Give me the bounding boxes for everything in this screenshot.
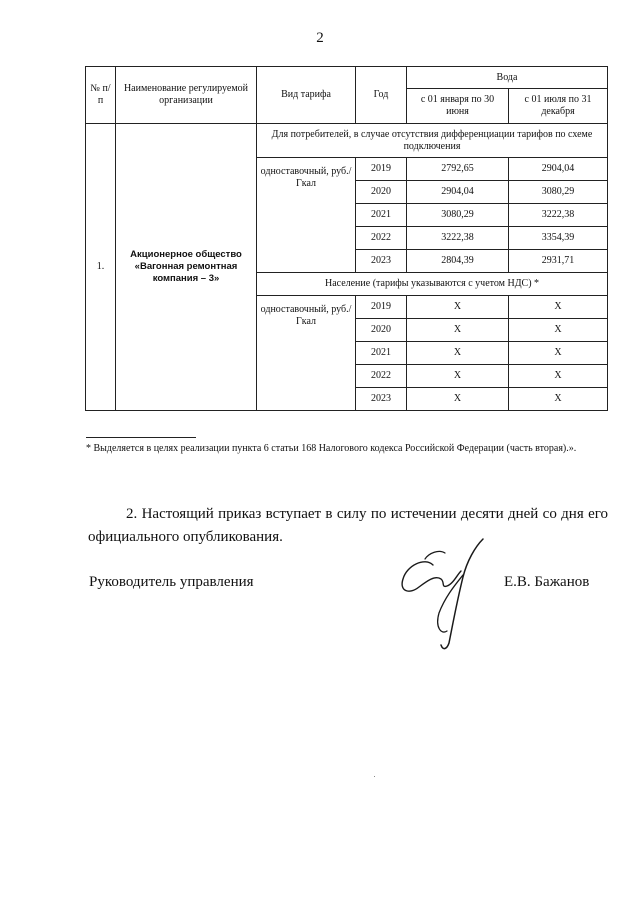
value-cell: Х [509,342,608,365]
value-cell: Х [407,365,509,388]
value-cell: 2792,65 [407,158,509,181]
value-cell: Х [509,296,608,319]
year-cell: 2022 [356,365,407,388]
value-cell: Х [509,388,608,411]
value-cell: 2931,71 [509,250,608,273]
value-cell: 2904,04 [407,181,509,204]
header-water: Вода [407,67,608,89]
header-year: Год [356,67,407,124]
value-cell: 2904,04 [509,158,608,181]
value-cell: 3222,38 [509,204,608,227]
year-cell: 2023 [356,388,407,411]
year-cell: 2020 [356,181,407,204]
tariff-table [85,66,608,411]
header-tariff-type: Вид тарифа [257,67,356,124]
year-cell: 2023 [356,250,407,273]
scan-dot [374,776,375,777]
section-title: Население (тарифы указываются с учетом НДС) * [257,273,608,296]
section-title: Для потребителей, в случае отсутствия дифференциации тарифов по схеме подключения [257,124,608,158]
value-cell: 3222,38 [407,227,509,250]
signer-name: Е.В. Бажанов [504,574,590,590]
header-num: № п/п [86,67,116,124]
value-cell: 3354,39 [509,227,608,250]
year-cell: 2020 [356,319,407,342]
page-number: 2 [316,30,324,46]
body-paragraph: 2. Настоящий приказ вступает в силу по истечении десяти дней со дня его официального опубликования. [88,506,608,545]
organization-name: Акционерное общество «Вагонная ремонтная компания – 3» [116,124,257,411]
tariff-type-cell: одноставочный, руб./Гкал [257,158,356,273]
footnote: * Выделяется в целях реализации пункта 6 статьи 168 Налогового кодекса Российской Федерации (часть вторая).». [86,443,577,454]
year-cell: 2022 [356,227,407,250]
value-cell: Х [407,388,509,411]
signer-title: Руководитель управления [89,574,254,590]
year-cell: 2021 [356,342,407,365]
row-number: 1. [86,124,116,411]
value-cell: 3080,29 [407,204,509,227]
value-cell: 2804,39 [407,250,509,273]
value-cell: Х [509,365,608,388]
tariff-type-cell: одноставочный, руб./Гкал [257,296,356,411]
year-cell: 2021 [356,204,407,227]
value-cell: Х [509,319,608,342]
header-period-2: с 01 июля по 31 декабря [509,89,608,124]
value-cell: Х [407,342,509,365]
year-cell: 2019 [356,158,407,181]
value-cell: 3080,29 [509,181,608,204]
footnote-divider [86,437,196,438]
value-cell: Х [407,319,509,342]
header-period-1: с 01 января по 30 июня [407,89,509,124]
handwritten-signature [395,535,505,660]
year-cell: 2019 [356,296,407,319]
header-org: Наименование регулируемой организации [116,67,257,124]
value-cell: Х [407,296,509,319]
